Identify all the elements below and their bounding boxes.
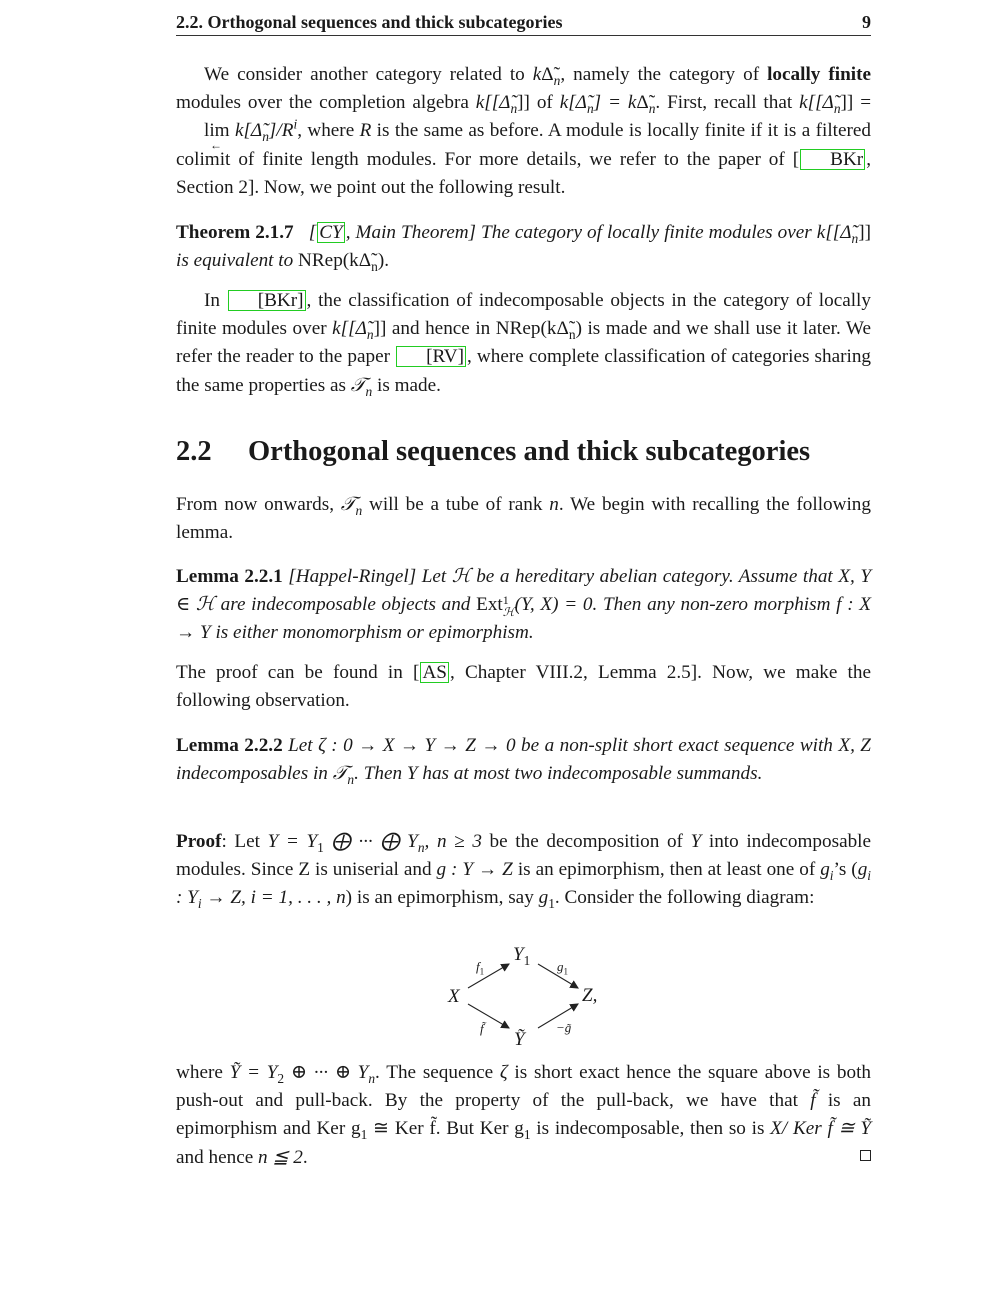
running-head [176, 9, 871, 36]
paragraph-classification: In [BKr] , the classification of indecomposable objects in the category of locally finite modules over $k[[\Deltã_n]]$ and hence in $NRep(k\Deltã_n)$ is made and we shall use it later. We refer the reader to the paper [RV] , where complete classification of categories sharing the same properties as 𝒯$_n$ is made. [176, 290, 872, 399]
diagram-label-f1: $f_1$ [476, 959, 485, 977]
page-number: 9 [862, 12, 871, 32]
diagram-node-x: X [448, 986, 460, 1007]
paragraph-proof-ref: The proof can be found in [ AS , Chapter VIII.2, Lemma 2.5]. Now, we make the following observation. [176, 662, 871, 712]
lemma-label-2: Lemma 2.2.2 [176, 735, 283, 756]
citation-link-cy[interactable]: CY [319, 222, 343, 243]
citation-link-as[interactable]: AS [422, 662, 447, 683]
section-title: Orthogonal sequences and thick subcategories [248, 436, 811, 467]
paragraph-locally-finite: We consider another category related to $k\Deltã_n$, namely the category of locally finite modules over the completion algebra $k[[\Deltã_n]]$ of $k[\Deltã_n]$ = $k\Deltã_n$. First, recall that $k[[\Deltã_n]] = \lim$ ← $k[\Deltã_n]/R^i$, where R is the same as before. A module is locally finite if it is a filtered colimit of finite length modules. For more details, we refer to the paper of [ BKr , Section 2]. Now, we point out the following result. [176, 64, 872, 198]
paragraph-tube: From now onwards, 𝒯$_n$ will be a tube of rank n. We begin with recalling the following lemma. [176, 494, 871, 544]
commutative-diagram [446, 938, 616, 1056]
qed-symbol [860, 1150, 871, 1161]
proof-label: Proof [176, 831, 222, 852]
diagram-node-z: Z, [582, 985, 598, 1006]
theorem-2-1-7: Theorem 2.1.7 [ CY , Main Theorem] The category of locally finite modules over $k[[\Deltã_n]]$ is equivalent to $NRep(k\Deltã_n)$. [176, 222, 872, 275]
lemma-label-1: Lemma 2.2.1 [176, 566, 283, 587]
lemma-2-2-1: Lemma 2.2.1 [Happel-Ringel] Let ℋ be a hereditary abelian category. Assume that X, Y ∈ ℋ are indecomposable objects and Ext 1 ℋ (Y, X) = 0. Then any non-zero morphism f : X → Y is either monomorphism or epimorphism. [176, 566, 872, 644]
running-head-title: 2.2. Orthogonal sequences and thick subcategories [176, 12, 563, 32]
diagram-label-ftilde: f̃ [480, 1021, 484, 1036]
section-heading [176, 432, 871, 472]
theorem-label: Theorem 2.1.7 [176, 222, 294, 243]
arrow-ftilde [468, 1004, 509, 1028]
lemma-2-2-2: Lemma 2.2.2 Let ζ : 0 → X → Y → Z → 0 be a non-split short exact sequence with X, Z indecomposables in 𝒯$_n$. Then Y has at most two indecomposable summands. [176, 735, 871, 788]
citation-link-bkr-2[interactable]: [BKr] [228, 290, 306, 311]
diagram-label-gtilde: −g̃ [556, 1020, 572, 1035]
citation-link-rv[interactable]: [RV] [396, 346, 466, 367]
proof-paragraph: Proof: Let $Y = Y_1$ ⨁ ··· ⨁ $Y_n$, n ≥ 3 be the decomposition of Y into indecomposable modules. Since Z is uniserial and g : Y → Z is an epimorphism, then at least one of $g_i’s$ ($g_i$ : $Y_i \to Z$, i = 1, . . . , n) is an epimorphism, say $g_1$. Consider the following diagram: [176, 831, 872, 912]
arrow-f1 [468, 964, 509, 988]
section-number: 2.2 [176, 436, 212, 467]
inverse-limit: lim ← [204, 120, 230, 153]
bold-term: locally finite [767, 64, 872, 85]
proof-conclusion: where Ỹ = $Y_2$ ⊕ ··· ⊕ $Y_n$. The sequence ζ is short exact hence the square above is both push-out and pull-back. By the property of the pull-back, we have that f̃ is an epimorphism and Ker $g_1$ ≅ Ker f̃. But Ker $g_1$ is indecomposable, then so is X/ Ker f̃ ≅ Ỹ and hence n ≦ 2. [176, 1062, 872, 1168]
diagram-node-y1: $Y_1$ [513, 944, 531, 968]
citation-link-bkr[interactable]: BKr [800, 149, 865, 170]
diagram-node-ytilde: Ỹ [514, 1029, 525, 1050]
diagram-label-g1: $g_1$ [557, 959, 569, 977]
